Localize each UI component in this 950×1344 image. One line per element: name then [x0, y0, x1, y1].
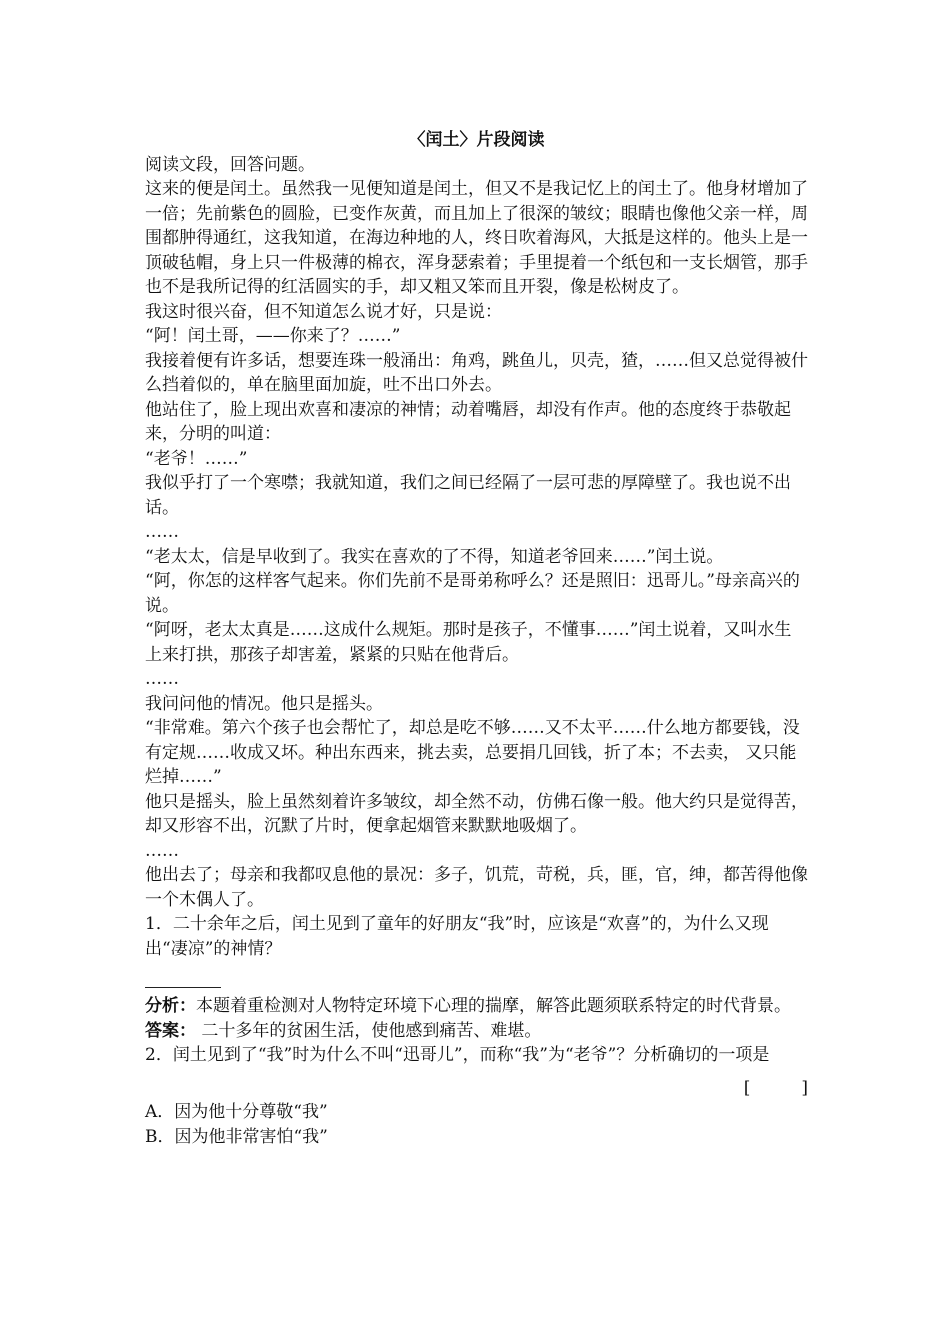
passage-paragraph: “阿！闰土哥，——你来了？……” — [145, 326, 401, 346]
passage-ellipsis: …… — [145, 522, 179, 542]
option-a: A．因为他十分尊敬“我” — [145, 1102, 328, 1122]
answer-bracket: [ ] — [743, 1077, 808, 1098]
analysis-label: 分析： — [145, 996, 196, 1016]
passage-paragraph: 这来的便是闰土。虽然我一见便知道是闰土，但又不是我记忆上的闰土了。他身材增加了一倍；先前紫色的圆脸，已变作灰黄，而且加上了很深的皱纹；眼睛也像他父亲一样，周围都肿得通红，这我知道，在海边种地的人，终日吹着海风，大抵是这样的。他头上是一顶破毡帽，身上只一件极薄的棉衣，浑身瑟索着；手里提着一个纸包和一支长烟管，那手也不是我所记得的红活圆实的手，却又粗又笨而且开裂，像是松树皮了。 — [145, 179, 808, 297]
question-2: 2．闰土见到了“我”时为什么不叫“迅哥儿”，而称“我”为“老爷”？分析确切的一项是 — [145, 1045, 770, 1065]
document-title: 〈闰土〉片段阅读 — [408, 130, 545, 150]
passage-paragraph: 他只是摇头，脸上虽然刻着许多皱纹，却全然不动，仿佛石像一般。他大约只是觉得苦， 却又形容不出，沉默了片时，便拿起烟管来默默地吸烟了。 — [145, 791, 808, 836]
document-page — [145, 128, 808, 1149]
passage-paragraph: “老爷！……” — [145, 448, 248, 469]
passage-paragraph: 我问问他的情况。他只是摇头。 — [145, 693, 383, 714]
passage-paragraph: 他站住了，脸上现出欢喜和凄凉的神情；动着嘴唇，却没有作声。他的态度终于恭敬起来，分明的叫道： — [145, 399, 791, 444]
passage-paragraph: 我这时很兴奋，但不知道怎么说才好，只是说： — [145, 301, 502, 322]
passage-paragraph: “非常难。第六个孩子也会帮忙了，却总是吃不够……又不太平……什么地方都要钱，没有定规……收成又坏。种出东西来，挑去卖，总要捐几回钱，折了本；不去卖， 又只能烂掉……” — [145, 718, 800, 787]
passage-paragraph: 我接着便有许多话，想要连珠一般涌出：角鸡，跳鱼儿，贝壳，猹，……但又总觉得被什么挡着似的，单在脑里面加旋，吐不出口外去。 — [145, 350, 808, 395]
passage-ellipsis: …… — [145, 669, 179, 689]
passage-paragraph: “阿，你怎的这样客气起来。你们先前不是哥弟称呼么？还是照旧：迅哥儿。”母亲高兴的说。 — [145, 571, 800, 616]
option-b: B．因为他非常害怕“我” — [145, 1126, 328, 1147]
question-1: 1．二十余年之后，闰土见到了童年的好朋友“我”时，应该是“欢喜”的，为什么又现出“凄凉”的神情？ — [145, 914, 769, 959]
passage-ellipsis: …… — [145, 840, 179, 861]
analysis-text — [145, 994, 808, 1019]
passage-paragraph: “老太太，信是早收到了。我实在喜欢的了不得，知道老爷回来……”闰土说。 — [145, 546, 724, 567]
answer-label: 答案： — [145, 1020, 196, 1041]
passage-paragraph: “阿呀，老太太真是……这成什么规矩。那时是孩子，不懂事……”闰土说着，又叫水生上来打拱，那孩子却害羞，紧紧的只贴在他背后。 — [145, 620, 792, 665]
passage-paragraph: 他出去了；母亲和我都叹息他的景况：多子，饥荒，苛税，兵，匪，官，绅，都苦得他像一个木偶人了。 — [145, 865, 808, 910]
passage-paragraph: 我似乎打了一个寒噤；我就知道，我们之间已经隔了一层可悲的厚障壁了。我也说不出话。 — [145, 473, 791, 518]
answer-text — [145, 1019, 808, 1044]
answer-content: 二十多年的贫困生活，使他感到痛苦、难堪。 — [196, 1020, 542, 1041]
instruction-text: 阅读文段，回答问题。 — [145, 154, 315, 175]
analysis-content: 本题着重检测对人物特定环境下心理的揣摩，解答此题须联系特定的时代背景。 — [196, 996, 791, 1016]
answer-blank-line — [145, 987, 221, 988]
